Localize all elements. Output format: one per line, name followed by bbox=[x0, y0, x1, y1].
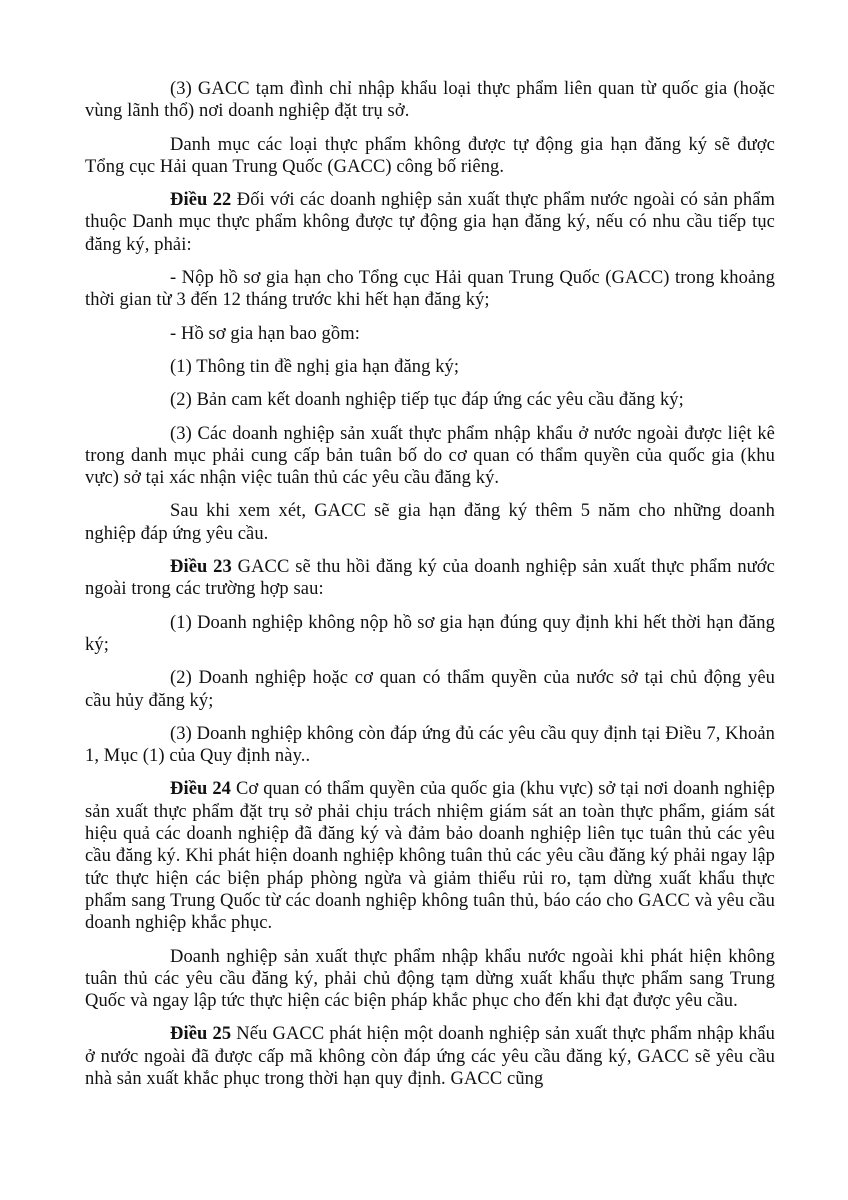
article-label: Điều 23 bbox=[170, 557, 232, 578]
paragraph-text: (1) Doanh nghiệp không nộp hồ sơ gia hạn đúng quy định khi hết thời hạn đăng ký; bbox=[85, 612, 775, 655]
paragraph-text: Sau khi xem xét, GACC sẽ gia hạn đăng ký thêm 5 năm cho những doanh nghiệp đáp ứng yêu cầu. bbox=[85, 501, 775, 544]
paragraph-text: Cơ quan có thẩm quyền của quốc gia (khu vực) sở tại nơi doanh nghiệp sản xuất thực phẩm đặt trụ sở phải chịu trách nhiệm giám sát an toàn thực phẩm, giám sát hiệu quả các doanh nghiệp đã đăng ký và đảm bảo doanh nghiệp liên tục tuân thủ các yêu cầu đăng ký. Khi phát hiện doanh nghiệp không tuân thủ các yêu cầu đăng ký phải ngay lập tức thực hiện các biện pháp phòng ngừa và giảm thiểu rủi ro, tạm dừng xuất khẩu thực phẩm sang Trung Quốc từ các doanh nghiệp không tuân thủ, báo cáo cho GACC và yêu cầu doanh nghiệp khắc phục. bbox=[85, 779, 775, 934]
article-label: Điều 25 bbox=[170, 1024, 232, 1045]
paragraph-text: GACC sẽ thu hồi đăng ký của doanh nghiệp sản xuất thực phẩm nước ngoài trong các trường hợp sau: bbox=[85, 557, 775, 600]
paragraph-text: (1) Thông tin đề nghị gia hạn đăng ký; bbox=[170, 356, 460, 377]
document-body bbox=[85, 78, 775, 1090]
paragraph-15 bbox=[85, 946, 775, 1013]
paragraph-7 bbox=[85, 389, 775, 411]
paragraph-1 bbox=[85, 78, 775, 123]
paragraph-13 bbox=[85, 723, 775, 768]
paragraph-6 bbox=[85, 356, 775, 378]
article-label: Điều 24 bbox=[170, 779, 232, 800]
paragraph-12 bbox=[85, 667, 775, 712]
article-label: Điều 22 bbox=[170, 190, 232, 211]
paragraph-text: Doanh nghiệp sản xuất thực phẩm nhập khẩu nước ngoài khi phát hiện không tuân thủ các yêu cầu đăng ký, phải chủ động tạm dừng xuất khẩu thực phẩm sang Trung Quốc và ngay lập tức thực hiện các biện pháp khắc phục cho đến khi đạt được yêu cầu. bbox=[85, 946, 775, 1012]
paragraph-4 bbox=[85, 267, 775, 312]
paragraph-16 bbox=[85, 1023, 775, 1090]
paragraph-9 bbox=[85, 500, 775, 545]
paragraph-text: (3) GACC tạm đình chỉ nhập khẩu loại thực phẩm liên quan từ quốc gia (hoặc vùng lãnh thổ) nơi doanh nghiệp đặt trụ sở. bbox=[85, 79, 775, 122]
paragraph-text: Nếu GACC phát hiện một doanh nghiệp sản xuất thực phẩm nhập khẩu ở nước ngoài đã được cấp mã không còn đáp ứng các yêu cầu đăng ký, GACC sẽ yêu cầu nhà sản xuất khắc phục trong thời hạn quy định. GACC cũng bbox=[85, 1024, 776, 1089]
paragraph-text: Đối với các doanh nghiệp sản xuất thực phẩm nước ngoài có sản phẩm thuộc Danh mục thực phẩm không được tự động gia hạn đăng ký, nếu có nhu cầu tiếp tục đăng ký, phải: bbox=[85, 190, 775, 255]
paragraph-text: - Hồ sơ gia hạn bao gồm: bbox=[170, 323, 360, 344]
paragraph-text: Danh mục các loại thực phẩm không được tự động gia hạn đăng ký sẽ được Tổng cục Hải quan Trung Quốc (GACC) công bố riêng. bbox=[85, 134, 775, 177]
paragraph-3 bbox=[85, 189, 775, 256]
paragraph-text: - Nộp hồ sơ gia hạn cho Tổng cục Hải quan Trung Quốc (GACC) trong khoảng thời gian từ 3 đến 12 tháng trước khi hết hạn đăng ký; bbox=[85, 268, 775, 311]
paragraph-14 bbox=[85, 778, 775, 934]
paragraph-text: (3) Các doanh nghiệp sản xuất thực phẩm nhập khẩu ở nước ngoài được liệt kê trong danh mục phải cung cấp bản tuân bố do cơ quan có thẩm quyền của quốc gia (khu vực) sở tại xác nhận việc tuân thủ các yêu cầu đăng ký. bbox=[85, 423, 775, 489]
paragraph-5 bbox=[85, 323, 775, 345]
paragraph-11 bbox=[85, 612, 775, 657]
paragraph-text: (2) Bản cam kết doanh nghiệp tiếp tục đáp ứng các yêu cầu đăng ký; bbox=[170, 390, 684, 411]
paragraph-10 bbox=[85, 556, 775, 601]
paragraph-text: (2) Doanh nghiệp hoặc cơ quan có thẩm quyền của nước sở tại chủ động yêu cầu hủy đăng ký; bbox=[85, 668, 775, 711]
paragraph-text: (3) Doanh nghiệp không còn đáp ứng đủ các yêu cầu quy định tại Điều 7, Khoản 1, Mục (1) của Quy định này.. bbox=[85, 723, 775, 767]
paragraph-2 bbox=[85, 134, 775, 179]
paragraph-8 bbox=[85, 423, 775, 490]
